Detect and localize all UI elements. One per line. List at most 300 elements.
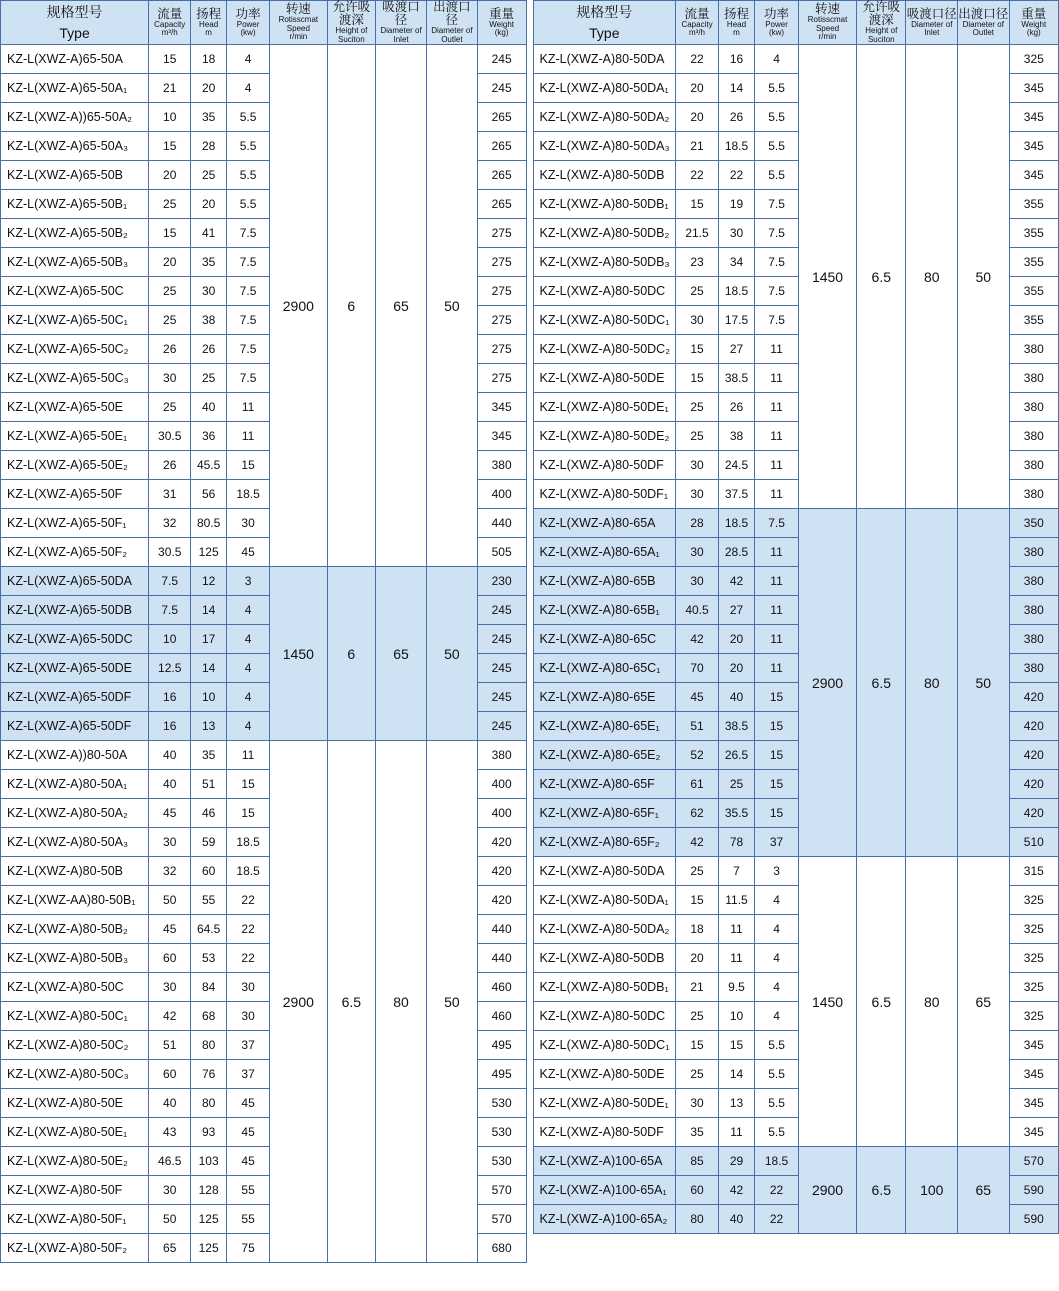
cell-power: 15 [226,451,269,480]
cell-head: 16 [718,45,754,74]
cell-power: 11 [226,422,269,451]
right-table-body [533,45,1059,1234]
cell-type: KZ-L(XWZ-A)100-65A₂ [533,1205,676,1234]
cell-speed: 1450 [798,45,856,509]
cell-type: KZ-L(XWZ-A)80-65A₁ [533,538,676,567]
cell-capacity: 61 [676,770,719,799]
cell-capacity: 22 [676,161,719,190]
cell-capacity: 50 [149,886,191,915]
cell-head: 93 [191,1118,227,1147]
cell-capacity: 26 [149,451,191,480]
cell-type: KZ-L(XWZ-A)65-50B [1,161,149,190]
cell-type: KZ-L(XWZ-A)80-65E₂ [533,741,676,770]
cell-type: KZ-L(XWZ-A)65-50B₂ [1,219,149,248]
cell-head: 36 [191,422,227,451]
cell-weight: 345 [1009,103,1058,132]
cell-head: 25 [191,161,227,190]
cell-type: KZ-L(XWZ-A)80-50DB₁ [533,190,676,219]
cell-capacity: 42 [676,625,719,654]
cell-power: 5.5 [755,1031,799,1060]
cell-head: 46 [191,799,227,828]
cell-capacity: 15 [149,45,191,74]
cell-capacity: 45 [676,683,719,712]
cell-power: 7.5 [755,277,799,306]
cell-power: 15 [755,799,799,828]
cell-type: KZ-L(XWZ-A)80-50DB₃ [533,248,676,277]
cell-capacity: 51 [676,712,719,741]
cell-weight: 345 [1009,132,1058,161]
cell-weight: 530 [477,1147,526,1176]
cell-speed: 1450 [798,857,856,1147]
header-suction: 允许吸渡深 Height of Suciton [857,1,906,45]
cell-weight: 345 [1009,74,1058,103]
cell-weight: 420 [477,828,526,857]
cell-capacity: 7.5 [149,567,191,596]
cell-head: 26 [718,393,754,422]
cell-head: 56 [191,480,227,509]
cell-weight: 350 [1009,509,1058,538]
table-row [533,45,1059,74]
cell-type: KZ-L(XWZ-A)65-50C [1,277,149,306]
cell-head: 40 [718,1205,754,1234]
cell-head: 19 [718,190,754,219]
cell-weight: 245 [477,654,526,683]
cell-suction: 6 [327,45,376,567]
cell-speed: 2900 [270,741,327,1263]
cell-power: 18.5 [755,1147,799,1176]
cell-weight: 495 [477,1060,526,1089]
cell-head: 26 [718,103,754,132]
cell-type: KZ-L(XWZ-AA)80-50B₁ [1,886,149,915]
cell-suction: 6.5 [857,509,906,857]
pump-spec-table-right [533,0,1059,1234]
header-power: 功率 Power (kw) [755,1,799,45]
cell-type: KZ-L(XWZ-A)80-50DE₁ [533,1089,676,1118]
cell-capacity: 20 [676,74,719,103]
cell-type: KZ-L(XWZ-A)65-50C₂ [1,335,149,364]
cell-type: KZ-L(XWZ-A)80-65E₁ [533,712,676,741]
cell-weight: 380 [1009,422,1058,451]
cell-power: 7.5 [755,248,799,277]
cell-capacity: 18 [676,915,719,944]
cell-capacity: 65 [149,1234,191,1263]
cell-weight: 380 [1009,654,1058,683]
cell-type: KZ-L(XWZ-A)65-50A [1,45,149,74]
cell-weight: 245 [477,625,526,654]
cell-power: 5.5 [226,103,269,132]
cell-weight: 460 [477,1002,526,1031]
cell-power: 5.5 [226,190,269,219]
header-inlet: 吸渡口径 Diameter of Inlet [906,1,958,45]
cell-power: 15 [755,683,799,712]
cell-power: 30 [226,1002,269,1031]
cell-capacity: 15 [676,886,719,915]
cell-capacity: 22 [676,45,719,74]
header-type: 规格型号 Type [1,1,149,45]
cell-head: 51 [191,770,227,799]
header-outlet: 出渡口径 Diameter of Outlet [426,1,477,45]
cell-type: KZ-L(XWZ-A)80-50B₃ [1,944,149,973]
cell-power: 37 [226,1060,269,1089]
cell-capacity: 30 [149,364,191,393]
cell-type: KZ-L(XWZ-A)80-50DA₃ [533,132,676,161]
cell-power: 15 [226,770,269,799]
cell-capacity: 25 [149,190,191,219]
cell-head: 24.5 [718,451,754,480]
cell-head: 38 [718,422,754,451]
cell-capacity: 28 [676,509,719,538]
cell-type: KZ-L(XWZ-A)65-50DE [1,654,149,683]
cell-power: 5.5 [226,161,269,190]
cell-capacity: 46.5 [149,1147,191,1176]
cell-head: 12 [191,567,227,596]
cell-power: 7.5 [226,248,269,277]
cell-head: 55 [191,886,227,915]
cell-capacity: 25 [676,277,719,306]
cell-power: 11 [755,567,799,596]
cell-type: KZ-L(XWZ-A)80-50DB₂ [533,219,676,248]
cell-weight: 590 [1009,1176,1058,1205]
header-outlet: 出渡口径 Diameter of Outlet [958,1,1010,45]
cell-inlet: 80 [906,45,958,509]
cell-weight: 380 [1009,538,1058,567]
cell-head: 125 [191,1234,227,1263]
cell-head: 80 [191,1089,227,1118]
cell-weight: 355 [1009,277,1058,306]
cell-weight: 275 [477,248,526,277]
cell-outlet: 50 [426,45,477,567]
cell-power: 45 [226,1118,269,1147]
cell-head: 20 [191,74,227,103]
cell-weight: 420 [1009,741,1058,770]
cell-type: KZ-L(XWZ-A)80-50C₃ [1,1060,149,1089]
cell-outlet: 50 [426,741,477,1263]
cell-power: 22 [226,915,269,944]
cell-capacity: 40 [149,770,191,799]
cell-capacity: 42 [149,1002,191,1031]
cell-capacity: 52 [676,741,719,770]
cell-weight: 510 [1009,828,1058,857]
cell-power: 15 [755,712,799,741]
cell-head: 10 [718,1002,754,1031]
cell-type: KZ-L(XWZ-A)80-50C₂ [1,1031,149,1060]
cell-outlet: 50 [958,45,1010,509]
cell-type: KZ-L(XWZ-A)80-50DB [533,161,676,190]
cell-head: 7 [718,857,754,886]
cell-power: 4 [226,45,269,74]
cell-type: KZ-L(XWZ-A)80-65B [533,567,676,596]
cell-weight: 325 [1009,886,1058,915]
cell-power: 18.5 [226,857,269,886]
cell-type: KZ-L(XWZ-A)80-65F₁ [533,799,676,828]
cell-weight: 380 [477,741,526,770]
cell-head: 27 [718,596,754,625]
cell-type: KZ-L(XWZ-A)80-50DC [533,1002,676,1031]
cell-type: KZ-L(XWZ-A)80-50DA [533,45,676,74]
cell-power: 45 [226,538,269,567]
cell-power: 7.5 [755,509,799,538]
cell-weight: 570 [477,1205,526,1234]
cell-weight: 355 [1009,190,1058,219]
cell-type: KZ-L(XWZ-A)80-50E₁ [1,1118,149,1147]
cell-suction: 6.5 [857,45,906,509]
cell-capacity: 30 [676,1089,719,1118]
cell-type: KZ-L(XWZ-A)80-50DC [533,277,676,306]
cell-weight: 420 [1009,683,1058,712]
cell-power: 45 [226,1089,269,1118]
pump-spec-table-left [0,0,527,1263]
cell-head: 13 [191,712,227,741]
cell-weight: 570 [477,1176,526,1205]
cell-type: KZ-L(XWZ-A)80-50DE [533,364,676,393]
cell-capacity: 15 [676,1031,719,1060]
cell-power: 5.5 [755,1118,799,1147]
cell-weight: 420 [1009,712,1058,741]
cell-capacity: 21.5 [676,219,719,248]
cell-power: 11 [755,393,799,422]
cell-head: 14 [191,596,227,625]
cell-weight: 355 [1009,219,1058,248]
header-capacity: 流量 Capacity m³/h [676,1,719,45]
cell-capacity: 20 [149,248,191,277]
cell-weight: 355 [1009,306,1058,335]
header-head: 扬程 Head m [718,1,754,45]
cell-inlet: 80 [906,857,958,1147]
cell-type: KZ-L(XWZ-A)80-50DE₂ [533,422,676,451]
cell-power: 22 [226,944,269,973]
cell-head: 80.5 [191,509,227,538]
cell-head: 27 [718,335,754,364]
cell-power: 7.5 [226,306,269,335]
cell-power: 22 [226,886,269,915]
cell-type: KZ-L(XWZ-A)80-50DB [533,944,676,973]
cell-type: KZ-L(XWZ-A)80-50DE [533,1060,676,1089]
table-row [533,1147,1059,1176]
cell-power: 11 [755,596,799,625]
cell-power: 5.5 [755,74,799,103]
cell-power: 7.5 [226,335,269,364]
cell-weight: 380 [1009,364,1058,393]
cell-capacity: 25 [676,857,719,886]
header-suction: 允许吸渡深 Height of Suciton [327,1,376,45]
cell-type: KZ-L(XWZ-A)80-65F₂ [533,828,676,857]
cell-head: 15 [718,1031,754,1060]
cell-power: 18.5 [226,480,269,509]
cell-weight: 570 [1009,1147,1058,1176]
cell-type: KZ-L(XWZ-A)80-65A [533,509,676,538]
cell-weight: 440 [477,509,526,538]
cell-weight: 265 [477,190,526,219]
cell-head: 42 [718,567,754,596]
cell-weight: 440 [477,944,526,973]
cell-head: 11.5 [718,886,754,915]
cell-capacity: 30.5 [149,538,191,567]
header-capacity: 流量 Capacity m³/h [149,1,191,45]
cell-inlet: 100 [906,1147,958,1234]
cell-weight: 400 [477,799,526,828]
cell-weight: 345 [1009,161,1058,190]
header-weight: 重量 Weight (kg) [477,1,526,45]
cell-head: 22 [718,161,754,190]
cell-head: 18.5 [718,277,754,306]
cell-type: KZ-L(XWZ-A)80-50DA [533,857,676,886]
cell-power: 4 [755,915,799,944]
cell-capacity: 25 [149,306,191,335]
cell-type: KZ-L(XWZ-A)80-50C₁ [1,1002,149,1031]
cell-head: 11 [718,944,754,973]
cell-type: KZ-L(XWZ-A)80-50DE₁ [533,393,676,422]
cell-capacity: 7.5 [149,596,191,625]
cell-head: 40 [191,393,227,422]
cell-weight: 380 [1009,335,1058,364]
cell-power: 30 [226,973,269,1002]
cell-capacity: 16 [149,712,191,741]
cell-inlet: 80 [906,509,958,857]
cell-head: 38 [191,306,227,335]
header-inlet: 吸渡口径 Diameter of Inlet [376,1,427,45]
cell-power: 55 [226,1176,269,1205]
cell-power: 11 [755,422,799,451]
cell-type: KZ-L(XWZ-A)65-50DA [1,567,149,596]
cell-head: 38.5 [718,364,754,393]
cell-head: 9.5 [718,973,754,1002]
cell-weight: 420 [1009,770,1058,799]
cell-power: 37 [755,828,799,857]
cell-inlet: 65 [376,567,427,741]
cell-capacity: 21 [676,973,719,1002]
table-row [1,45,527,74]
cell-capacity: 15 [149,219,191,248]
cell-weight: 380 [1009,480,1058,509]
cell-type: KZ-L(XWZ-A)65-50F [1,480,149,509]
cell-capacity: 20 [676,944,719,973]
cell-head: 14 [718,1060,754,1089]
cell-head: 18.5 [718,509,754,538]
cell-outlet: 65 [958,857,1010,1147]
cell-capacity: 20 [149,161,191,190]
cell-head: 35.5 [718,799,754,828]
cell-power: 4 [755,886,799,915]
cell-weight: 345 [1009,1089,1058,1118]
right-table-wrapper [533,0,1059,1291]
cell-weight: 245 [477,74,526,103]
left-table-wrapper [0,0,527,1291]
cell-suction: 6 [327,567,376,741]
cell-head: 14 [191,654,227,683]
cell-weight: 380 [1009,451,1058,480]
cell-weight: 245 [477,683,526,712]
cell-weight: 325 [1009,45,1058,74]
cell-power: 45 [226,1147,269,1176]
cell-head: 45.5 [191,451,227,480]
cell-head: 20 [718,654,754,683]
cell-type: KZ-L(XWZ-A)80-50DA₁ [533,74,676,103]
cell-weight: 325 [1009,1002,1058,1031]
cell-weight: 325 [1009,944,1058,973]
cell-power: 4 [226,683,269,712]
cell-weight: 530 [477,1089,526,1118]
cell-capacity: 30 [149,973,191,1002]
cell-weight: 265 [477,132,526,161]
cell-power: 11 [755,364,799,393]
cell-head: 13 [718,1089,754,1118]
cell-weight: 380 [1009,393,1058,422]
cell-power: 4 [226,712,269,741]
cell-weight: 345 [1009,1060,1058,1089]
cell-capacity: 30 [676,451,719,480]
cell-type: KZ-L(XWZ-A)80-50B [1,857,149,886]
cell-power: 11 [755,538,799,567]
cell-weight: 245 [477,596,526,625]
cell-type: KZ-L(XWZ-A)80-50DC₁ [533,1031,676,1060]
cell-power: 7.5 [226,219,269,248]
cell-head: 125 [191,1205,227,1234]
cell-type: KZ-L(XWZ-A)80-65E [533,683,676,712]
cell-weight: 355 [1009,248,1058,277]
cell-capacity: 40 [149,741,191,770]
cell-power: 4 [755,944,799,973]
cell-head: 11 [718,915,754,944]
cell-type: KZ-L(XWZ-A)65-50A₁ [1,74,149,103]
cell-weight: 590 [1009,1205,1058,1234]
cell-capacity: 25 [676,1060,719,1089]
cell-capacity: 30 [676,480,719,509]
cell-type: KZ-L(XWZ-A)80-50DA₁ [533,886,676,915]
cell-head: 76 [191,1060,227,1089]
cell-type: KZ-L(XWZ-A)80-50DF [533,1118,676,1147]
cell-capacity: 15 [676,190,719,219]
cell-power: 30 [226,509,269,538]
cell-capacity: 25 [149,393,191,422]
cell-weight: 345 [477,393,526,422]
cell-power: 4 [226,654,269,683]
cell-type: KZ-L(XWZ-A)80-50DA₂ [533,915,676,944]
cell-head: 26 [191,335,227,364]
header-speed: 转速 Rotisscmat Speed r/min [270,1,327,45]
cell-power: 22 [755,1176,799,1205]
cell-power: 11 [226,741,269,770]
cell-weight: 275 [477,364,526,393]
cell-type: KZ-L(XWZ-A)65-50F₂ [1,538,149,567]
cell-head: 78 [718,828,754,857]
cell-head: 40 [718,683,754,712]
cell-capacity: 25 [676,1002,719,1031]
cell-speed: 2900 [798,1147,856,1234]
cell-power: 11 [755,654,799,683]
cell-power: 18.5 [226,828,269,857]
cell-head: 34 [718,248,754,277]
cell-weight: 530 [477,1118,526,1147]
cell-weight: 380 [477,451,526,480]
cell-head: 17 [191,625,227,654]
cell-head: 37.5 [718,480,754,509]
cell-weight: 275 [477,219,526,248]
cell-capacity: 45 [149,799,191,828]
cell-capacity: 12.5 [149,654,191,683]
header-head: 扬程 Head m [191,1,227,45]
cell-head: 42 [718,1176,754,1205]
cell-power: 75 [226,1234,269,1263]
cell-capacity: 60 [676,1176,719,1205]
cell-power: 22 [755,1205,799,1234]
cell-power: 7.5 [755,306,799,335]
cell-head: 38.5 [718,712,754,741]
cell-head: 103 [191,1147,227,1176]
cell-weight: 275 [477,335,526,364]
cell-type: KZ-L(XWZ-A))80-50A [1,741,149,770]
cell-head: 25 [718,770,754,799]
cell-type: KZ-L(XWZ-A)80-65F [533,770,676,799]
